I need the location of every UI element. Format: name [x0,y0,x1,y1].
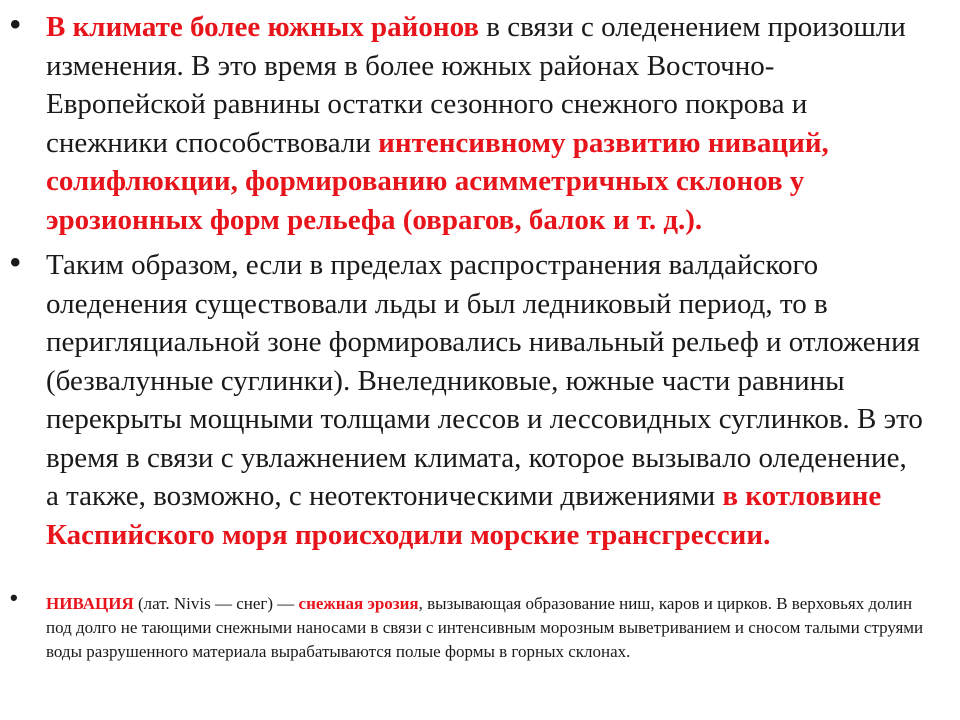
bullet-marker: • [10,246,21,279]
highlight-text: интенсивному развитию ниваций, солифлюкции, формированию асимметричных склонов у эрозионных форм рельефа (оврагов, балок и т. д.). [46,126,829,236]
body-text: в связи с оледенением произошли изменения. В это время в более южных районах Восточно-Европейской равнины остатки сезонного снежного покрова и снежники способствовали [46,11,906,159]
body-text: Таким образом, если в пределах распространения валдайского оледенения существовали льды и был ледниковый период, то в перигляциальной зоне формировались нивальный рельеф и отложения (безвалунные суглинки). Внеледниковые, южные части равнины перекрыты мощными толщами лессов и лессовидных суглинков. В это время в связи с увлажнением климата, которое вызывало оледенение, а также, возможно, с неотектоническими движениями [46,249,923,512]
bullet-marker: • [10,585,18,610]
body-text: , вызывающая образование ниш, каров и цирков. В верховьях долин под долго не тающими снежными наносами в связи с интенсивным морозным выветриванием и сносом талыми струями воды разрушенного материала вырабатываются полые формы в горных склонах. [46,594,924,661]
highlight-text: в котловине Каспийского моря происходили морские трансгрессии. [46,480,882,551]
term-text: НИВАЦИЯ [46,594,134,613]
bullet-marker: • [10,8,21,41]
highlight-text: В климате более южных районов [46,11,480,43]
bullet-item-glaciation-south [10,8,926,239]
bullet-item-nivation-definition [10,585,926,664]
body-text: (лат. Nivis — снег) — [133,594,299,613]
bullet-item-valdai-glaciation [10,246,926,554]
highlight-text: снежная эрозия [298,594,419,613]
